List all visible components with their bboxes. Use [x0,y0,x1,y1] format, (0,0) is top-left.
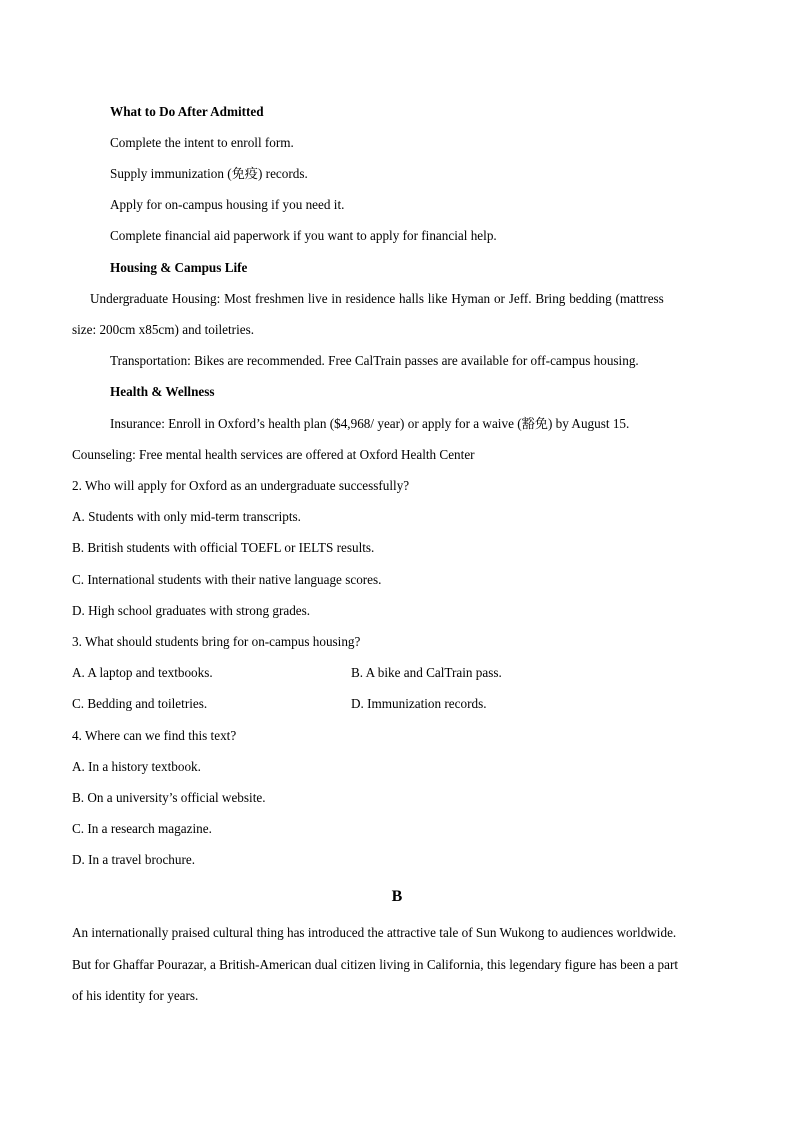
question-option: D. Immunization records. [351,696,487,711]
question-option: D. High school graduates with strong grades. [72,603,311,618]
question-option: B. On a university’s official website. [72,790,266,805]
question-option: C. In a research magazine. [72,821,212,836]
question-option: A. A laptop and textbooks. [72,665,213,680]
question-stem: 3. What should students bring for on-campus housing? [72,634,361,649]
section-b-title: B [391,888,403,905]
after-admitted-item: Apply for on-campus housing if you need it. [110,197,345,212]
undergrad-housing-text: Undergraduate Housing: Most freshmen live in residence halls like Hyman or Jeff. Bring bedding (mattress [90,291,664,306]
question-option: D. In a travel brochure. [72,852,196,867]
undergrad-housing-text-cont: size: 200cm x85cm) and toiletries. [72,322,255,337]
after-admitted-heading: What to Do After Admitted [110,104,264,119]
question-option: B. British students with official TOEFL or IELTS results. [72,540,375,555]
section-b-paragraph-line: of his identity for years. [72,988,199,1003]
question-stem: 2. Who will apply for Oxford as an undergraduate successfully? [72,478,410,493]
health-heading: Health & Wellness [110,384,215,399]
question-option: A. In a history textbook. [72,759,201,774]
counseling-text: Counseling: Free mental health services are offered at Oxford Health Center [72,447,475,462]
question-option: C. International students with their native language scores. [72,572,382,587]
section-b-paragraph-line: An internationally praised cultural thing has introduced the attractive tale of Sun Wukong to audiences worldwide. [72,925,677,940]
question-option: C. Bedding and toiletries. [72,696,208,711]
after-admitted-item: Supply immunization (免疫) records. [110,166,308,181]
after-admitted-item: Complete financial aid paperwork if you want to apply for financial help. [110,228,497,243]
transportation-text: Transportation: Bikes are recommended. Free CalTrain passes are available for off-campus housing. [110,353,639,368]
question-stem: 4. Where can we find this text? [72,728,237,743]
question-option: B. A bike and CalTrain pass. [351,665,502,680]
question-option: A. Students with only mid-term transcripts. [72,509,301,524]
section-b-paragraph-line: But for Ghaffar Pourazar, a British-American dual citizen living in California, this legendary figure has been a part [72,957,679,972]
insurance-text: Insurance: Enroll in Oxford’s health plan ($4,968/ year) or apply for a waive (豁免) by August 15. [110,416,630,431]
housing-heading: Housing & Campus Life [110,260,248,275]
after-admitted-item: Complete the intent to enroll form. [110,135,294,150]
